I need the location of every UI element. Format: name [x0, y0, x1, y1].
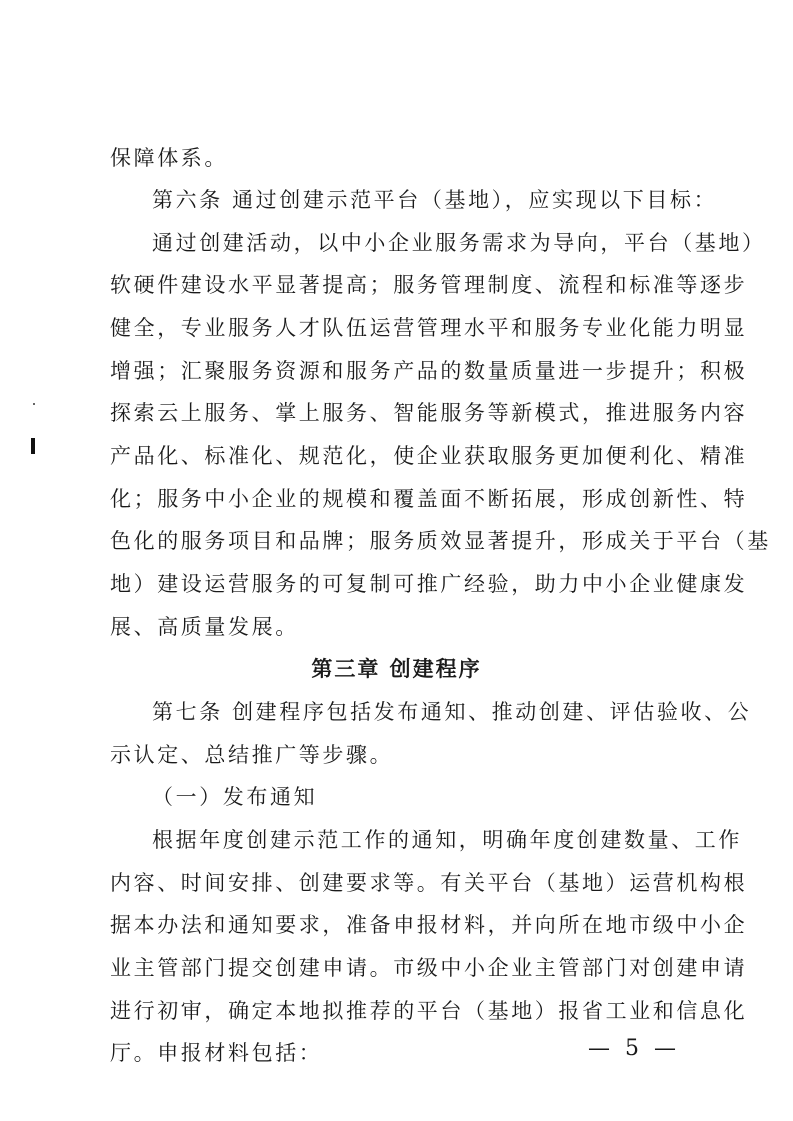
body-line: 地）建设运营服务的可复制可推广经验，助力中小企业健康发 [110, 572, 748, 596]
body-line: 产品化、标准化、规范化，使企业获取服务更加便利化、精准 [110, 444, 748, 468]
section-heading: （一）发布通知 [152, 785, 318, 809]
binding-mark [31, 438, 35, 454]
body-line: 厅。申报材料包括： [110, 1041, 323, 1065]
body-line: 据本办法和通知要求，准备申报材料，并向所在地市级中小企 [110, 913, 748, 937]
article-seven-line: 第七条 创建程序包括发布通知、推动创建、评估验收、公 [152, 700, 752, 724]
body-line: 色化的服务项目和品牌；服务质效显著提升，形成关于平台（基 [110, 529, 771, 553]
chapter-heading: 第三章 创建程序 [311, 657, 482, 681]
body-line: 保障体系。 [110, 146, 228, 170]
body-line: 展、高质量发展。 [110, 615, 299, 639]
body-line: 增强；汇聚服务资源和服务产品的数量质量进一步提升；积极 [110, 359, 748, 383]
page-number: — 5 — [588, 1036, 680, 1061]
body-line: 化；服务中小企业的规模和覆盖面不断拓展，形成创新性、特 [110, 487, 748, 511]
body-line: 内容、时间安排、创建要求等。有关平台（基地）运营机构根 [110, 871, 748, 895]
body-line: 进行初审，确定本地拟推荐的平台（基地）报省工业和信息化 [110, 999, 748, 1023]
body-line: 业主管部门提交创建申请。市级中小企业主管部门对创建申请 [110, 956, 748, 980]
body-line: 健全，专业服务人才队伍运营管理水平和服务专业化能力明显 [110, 316, 748, 340]
body-line: 探索云上服务、掌上服务、智能服务等新模式，推进服务内容 [110, 401, 748, 425]
body-line: 示认定、总结推广等步骤。 [110, 743, 394, 767]
scan-dot-mark [33, 403, 35, 405]
article-six-line: 第六条 通过创建示范平台（基地），应实现以下目标： [152, 188, 718, 212]
body-line: 软硬件建设水平显著提高；服务管理制度、流程和标准等逐步 [110, 273, 748, 297]
body-line: 通过创建活动，以中小企业服务需求为导向，平台（基地） [152, 231, 766, 255]
body-line: 根据年度创建示范工作的通知，明确年度创建数量、工作 [152, 828, 742, 852]
